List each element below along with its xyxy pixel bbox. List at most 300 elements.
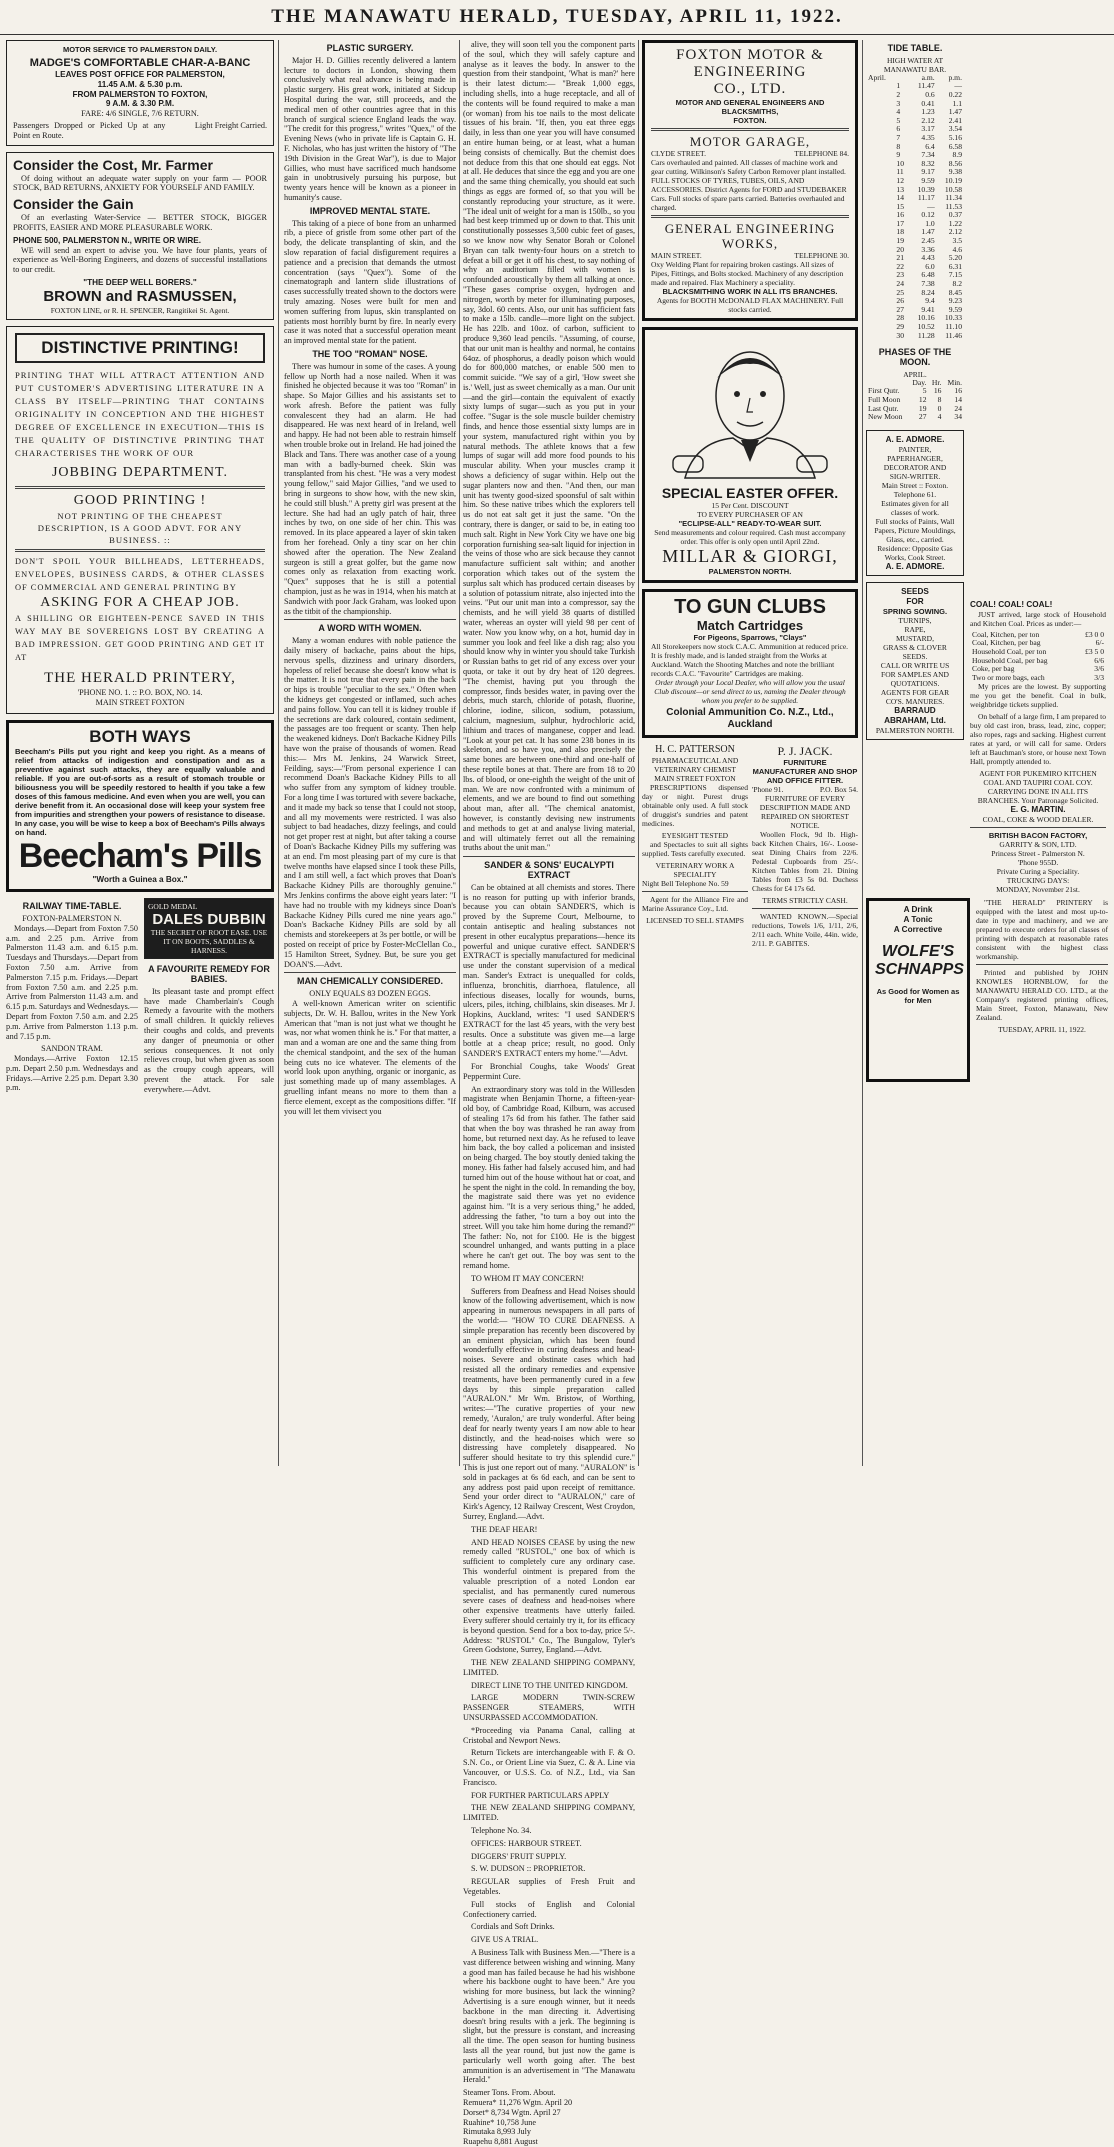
tide-cell: 10.52 [917, 322, 935, 332]
railway-row [6, 898, 274, 1097]
ad-box: P.O. Box 54. [819, 784, 858, 794]
tide-cell: 5 [896, 115, 901, 125]
tide-cell: 7.38 [921, 279, 935, 289]
moon-cell: Last Qutr. [868, 403, 899, 413]
ad-body: Send measurements and colour required. Cash must accompany order. This offer is only open until April 22nd. [654, 527, 846, 546]
article-body: An extraordinary story was told in the Willesden magistrate when Benjamin Thorne, a fifteen-year-old boy, of Cambridge Road, Kilburn, was accused of stealing 17s 6d from his father. The father said that when the boy was thrashed he ran away from home, but returned next day. As he refused to leave him back, the boy called a policeman and insisted on being charged. The boy stoutly denied taking the money. His father had falsely accused him, and had turned him out of the house without hat or coat, and he spent the night in the cold. In remanding the boy, the magistrate said there was yet no evidence against him. "It is a very serious thing," he added, addressing the father, "to turn a boy out into the street. Will you take him home during the remand?" The father: No, not for £100. He is the biggest scoundrel unhanged, and wants putting in a place where he can't get out. The boy was sent to the remand home. [463, 1084, 635, 1271]
man-portrait-illustration [655, 338, 845, 478]
ad-body: REGULAR supplies of Fresh Fruit and Vegetables. [463, 1877, 635, 1897]
ad-body: Residence: Opposite Gas Works, Cook Street. [877, 543, 953, 562]
tide-cell: 1.47 [921, 227, 935, 237]
tide-cell: 13 [896, 184, 904, 194]
tide-cell: 27 [896, 304, 904, 314]
moon-cell: 12 [918, 394, 927, 404]
tide-cell: 18 [896, 227, 904, 237]
wolfes-schnapps-ad [866, 898, 970, 1082]
article-body: A Business Talk with Business Men.—"There is a vast difference between wishing and winning. Many a good man has failed because he had his wishbone where his backbone ought to have been." Are you wishing for more business, but lack the winning? Advertising is a sure enough winner, but it needs backbone in the man directing it. Advertising doesn't bring results with a jerk. The beginning is slight, but the pressure is constant, and increasing all the time. The open season for hunting business lasts all the year round, but just now the game is particularly well worth going after. The best ammunition is an advertisement in "The Manawatu Herald." [463, 1948, 635, 2085]
moon-header: Min. [947, 377, 962, 387]
ad-terms: TERMS STRICTLY CASH. [762, 895, 848, 905]
tide-cell [866, 160, 894, 169]
moon-cell: 0 [937, 403, 942, 413]
moon-row [866, 413, 964, 422]
article-subtitle: THE TOO "ROMAN" NOSE. [312, 348, 428, 359]
ad-street: MAIN STREET FOXTON [654, 773, 736, 783]
tide-cell [866, 280, 894, 289]
tide-cell: 7 [896, 132, 901, 142]
ad-title: THE NEW ZEALAND SHIPPING COMPANY, LIMITED. [463, 1658, 635, 1677]
tide-cell: 11.10 [945, 322, 962, 332]
ad-body: Cars overhauled and painted. All classes of machine work and gear cutting. Wilkinson's Safety Carbon Remover plant installed. FULL STOCKS OF TYRES, TUBES, OILS, AND ACCESSORIES. District Agents for FORD and STUDEBAKER Cars. Full stocks of spare parts carried. Batteries overhauled and charged. [651, 158, 847, 212]
ad-name: Colonial Ammunition Co. N.Z., Ltd., Auckland [666, 706, 834, 730]
moon-cell: 4 [937, 412, 942, 422]
tide-cell: 11.46 [945, 330, 962, 340]
ad-body: Of doing without an adequate water supply on your farm — POOR STOCK, BAD RETURNS, ANXIETY FOR YOURSELF AND FAMILY. [13, 173, 267, 193]
tide-cell [866, 314, 894, 323]
ad-phone: Telephone No. 34. [471, 1826, 532, 1836]
ad-body: NOT PRINTING OF THE CHEAPEST DESCRIPTION, IS A GOOD ADVT. FOR ANY BUSINESS. :: [37, 510, 243, 545]
tide-cell [866, 100, 894, 109]
ad-town: FOXTON. [733, 116, 767, 125]
tide-cell: 1.47 [948, 107, 962, 117]
tide-cell: 6.58 [948, 141, 962, 151]
ship-row: Rimutaka 8,993 July [463, 2127, 531, 2137]
ad-body: Agent for the Alliance Fire and Marine Assurance Coy., Ltd. [642, 894, 748, 913]
tide-table-grid [866, 74, 964, 340]
ad-body: THE SECRET OF ROOT EASE. USE IT ON BOOTS, SADDLES & HARNESS. [150, 928, 268, 956]
foxton-motor-ad [642, 40, 858, 321]
ad-body: Estimates given for all classes of work. [881, 498, 949, 517]
tide-cell: 6 [896, 124, 901, 134]
ad-title: BOTH WAYS [89, 727, 191, 747]
ad-subtitle: PHARMACEUTICAL AND VETERINARY CHEMIST [651, 755, 739, 774]
tide-cell: 11.34 [945, 193, 962, 203]
ad-line: S. W. DUDSON :: PROPRIETOR. [471, 1864, 586, 1874]
moon-cell: New Moon [868, 412, 903, 422]
column-3 [463, 40, 635, 2147]
ad-line: FOR [906, 597, 924, 607]
ad-body: Cordials and Soft Drinks. [471, 1922, 555, 1932]
tide-cell: 6.0 [925, 261, 935, 271]
ad-body: WANTED KNOWN.—Special reductions, Towels 1/6, 1/11, 2/6, 2/11 each. White Voile, 44in. wide, 2/11. P. GABITES. [752, 911, 858, 948]
issue-date: TUESDAY, APRIL 11, 1922. [998, 1025, 1086, 1035]
moon-cell: 16 [954, 386, 962, 396]
section-subtitle: APRIL. [903, 369, 927, 379]
ad-street: Princess Street - Palmerston N. [991, 849, 1085, 859]
tide-cell [866, 194, 894, 203]
ad-body: Order through your Local Dealer, who will allow you the usual Club discount—or send direct to us, naming the Dealer through whom you prefer to be supplied. [654, 677, 846, 705]
ad-slogan: "THE DEEP WELL BORERS." [83, 277, 197, 287]
section-title: RAILWAY TIME-TABLE. [22, 901, 122, 912]
tide-cell: 17 [896, 218, 904, 228]
ad-subtitle: TRUCKING DAYS: [1006, 876, 1070, 886]
tide-cell: 2.12 [948, 227, 962, 237]
tide-cell: 11.17 [917, 193, 935, 203]
tide-cell: 8.2 [952, 279, 962, 289]
printery-notice: "THE HERALD" PRINTERY is equipped with the latest and most up-to-date in type and machinery, and we are prepared to execute orders for all classes of printing with despatch at reasonable rates consistent with the highest class workmanship. [976, 898, 1108, 962]
madge-ad [6, 40, 274, 146]
ad-body: WE will send an expert to advise you. We have four plants, years of experience as Well-Boring Engineers, and dozens of successful installations to our credit. [13, 245, 267, 275]
article-title: MAN CHEMICALLY CONSIDERED. [296, 976, 443, 987]
ad-name: H. C. PATTERSON [655, 743, 735, 755]
tide-cell: 3.17 [921, 124, 935, 134]
jack-ad [752, 744, 858, 951]
tide-row [866, 271, 964, 280]
tide-cell: 0.12 [921, 210, 935, 220]
column-rule [638, 40, 639, 1466]
tide-cell: 0.37 [948, 210, 962, 220]
ad-title: DISTINCTIVE PRINTING! [15, 333, 265, 363]
tide-cell: 30 [896, 330, 904, 340]
coal-prices [970, 631, 1106, 683]
ship-row: Dorset* 8,734 Wgtn. April 27 [463, 2107, 561, 2117]
ad-address: FOXTON LINE, or R. H. SPENCER, Rangitikei St. Agent. [50, 305, 230, 315]
bottom-ads-row [642, 744, 858, 951]
tide-cell: 11.47 [917, 81, 935, 91]
tide-cell: 0.41 [921, 98, 935, 108]
column-rule [862, 40, 863, 1466]
tide-cell: 9.59 [948, 304, 962, 314]
tide-cell: 1.23 [921, 107, 935, 117]
ad-line: A Drink [903, 905, 933, 915]
tide-cell: 0.22 [948, 89, 962, 99]
tide-cell [866, 237, 894, 246]
article-title: A WORD WITH WOMEN. [318, 623, 422, 634]
tide-cell: 10.39 [917, 184, 935, 194]
coal-column [970, 40, 1106, 894]
ad-phone: 'PHONE NO. 1. :: P.O. BOX, NO. 14. [77, 687, 203, 697]
ad-town: PALMERSTON NORTH. [875, 725, 955, 735]
millar-giorgi-ad [642, 327, 858, 583]
tide-cell: 1.22 [948, 218, 962, 228]
ship-row: Remuera* 11,276 Wgtn. April 20 [463, 2097, 573, 2107]
tide-cell [866, 134, 894, 143]
ad-body: AGENT FOR PUKEMIRO KITCHEN COAL AND TAUPIRI COAL COY. [979, 769, 1097, 788]
column-rule [278, 40, 279, 1466]
coal-price-row [970, 674, 1106, 683]
tide-row [866, 237, 964, 246]
ad-street: Main Street :: Foxton. [881, 480, 949, 490]
admore-ad [866, 430, 964, 577]
ad-title: DIGGERS' FRUIT SUPPLY. [471, 1851, 567, 1861]
ad-body: My prices are the lowest. By supporting me you get the benefit. Coal in bulk, weighbridge tickets supplied. [970, 682, 1106, 710]
tide-cell: 10.33 [944, 313, 962, 323]
tide-cell: 20 [896, 244, 904, 254]
section-subtitle: FOXTON-PALMERSTON N. [22, 913, 122, 923]
article-body: Many a woman endures with noble patience the daily misery of backache, pains about the hips, nervous spells, dizziness and urinary disorders, hopeless of relief because she doesn't know what is the matter. It is not true that every pain in the back or hips is trouble "peculiar to the sex." Often when the kidneys get congested or inflamed, such aches and pains follow. You can tell it is kidney trouble if the secretions are dark coloured, contain sediment, the passages are too frequent or scanty. Then help the weakened kidneys. Don't Backache Kidney Pills have won the praise of thousands of women. Read this:— Mrs M. Jenkins, 24 Warwick Street, Feilding, says:—"From personal experience I can recommend Doan's Backache Kidney Pills to all who suffer from any symptom of kidney trouble. For a long time I was tortured with severe backache, and it made my back so tense that I could not stoop, and all my movements were restricted. I was also subject to bad headaches, dizzy feelings, and could not get proper rest at night, but after taking a course of Doan's Backache Kidney Pills my suffering was at an end. I'm most pleasing part of my cure is that twelve months have elapsed since I took these Pills, and I am still well, a fact which proves that Doan's Backache Kidney Pills are thoroughly genuine." Mrs Jenkins confirms the above eight years later: "I have had no trouble with my kidneys since Doan's Backache Kidney Pills cured me nine years ago." Doan's Backache Kidney Pills are sold by all chemists and storekeepers at 3s per bottle, or will be posted on receipt of price by Foster-McClellan Co., 15 Hamilton Street, Sydney. But, be sure you get DOAN'S.—Advt. [284, 636, 456, 969]
ship-row: Ruahine* 10,758 June [463, 2117, 536, 2127]
section-subtitle: HIGH WATER AT MANAWATU BAR. [883, 55, 947, 74]
ad-body: DON'T SPOIL YOUR BILLHEADS, LETTERHEADS, ENVELOPES, BUSINESS CARDS, & OTHER CLASSES OF COMMERCIAL AND GENERAL PRINTING BY [15, 556, 265, 592]
ad-address: OFFICES: HARBOUR STREET. [471, 1838, 582, 1848]
moon-cell: 8 [937, 394, 942, 404]
moon-cell: Full Moon [868, 394, 901, 404]
ad-street: CLYDE STREET. [651, 149, 706, 158]
tide-cell: 4.6 [952, 244, 962, 254]
ship-schedule [463, 2088, 635, 2147]
tide-cell [866, 246, 894, 255]
tide-cell: 16 [896, 210, 904, 220]
tide-cell: 19 [896, 236, 904, 246]
tide-cell [866, 203, 894, 212]
ad-name: BRITISH BACON FACTORY, [988, 831, 1088, 841]
ad-line: As Good for Women as for Men [876, 986, 960, 1005]
ad-phone: Telephone 61. [893, 489, 937, 499]
ad-name: WOLFE'S SCHNAPPS [875, 942, 964, 978]
ad-phone: 'Phone 91. [752, 784, 784, 794]
coal-price-cell: 6/6 [1094, 655, 1104, 665]
coal-price-cell: 3/3 [1094, 672, 1104, 682]
ad-subtitle: LICENSED TO SELL STAMPS [646, 915, 744, 925]
ad-body: Woollen Flock, 9d lb. High-back Kitchen Chairs, 16/-. Loose-seat Dining Chairs from 22/6. Pedestal Cupboards from 25/-. Kitchen Tables from 21. Dining Tables from £3 5s 0d. Duchess Chests for £4 17s 6d. [752, 829, 858, 893]
tide-cell: 3.5 [952, 236, 962, 246]
ad-body: BLACKSMITHING WORK IN ALL ITS BRANCHES. [662, 287, 838, 296]
ad-name: Beecham's Pills [18, 837, 262, 876]
tide-header: p.m. [948, 72, 962, 82]
moon-cell: 27 [918, 412, 927, 422]
coal-price-cell: Two or more bags, each [972, 672, 1045, 682]
ad-body: PRINTING THAT WILL ATTRACT ATTENTION AND PUT CUSTOMER'S ADVERTISING LITERATURE IN A CLASS BY ITSELF—PRINTING THAT CONTAINS ORIGINALITY IN CONCEPTION AND THE HIGHEST DEGREE OF EXCELLENCE IN EXECUTION—THIS IS THE QUALITY OF DISTINCTIVE PRINTING THAT CHARACTERISES THE WORK OF OUR [15, 369, 265, 458]
moon-cell: 16 [933, 386, 942, 396]
article-body: AND HEAD NOISES CEASE by using the new remedy called "RUSTOL," one box of which is sufficient to completely cure any ordinary case. This wonderful ointment is prepared from the valuable prescription of a noted London ear specialist, and has permanently cured numerous severe cases of deafness and head-noises where other expensive treatments have utterly failed. Every sufferer should certainly try it, for its efficacy is beyond question. Send for a box to-day, price 5/-. Address: "RUSTOL" Co., The Bungalow, Tyler's Green Godstone, Surrey, England.—Advt. [463, 1537, 635, 1655]
ad-note: Passengers Dropped or Picked Up at any Point en Route. [13, 120, 166, 140]
tide-row [866, 332, 964, 341]
tide-cell: 3 [896, 98, 901, 108]
seed-item: RAPE, [904, 624, 926, 634]
ad-herald: THE HERALD PRINTERY, [44, 669, 236, 686]
tide-row [866, 91, 964, 100]
ad-subtitle: FURNITURE MANUFACTURER AND SHOP AND OFFICE FITTER. [752, 757, 858, 785]
coal-price-cell: Household Coal, per ton [972, 646, 1047, 656]
ad-name: A. E. ADMORE. [885, 434, 945, 444]
ad-line: LARGE MODERN TWIN-SCREW PASSENGER STEAMERS, WITH UNSURPASSED ACCOMMODATION. [463, 1693, 635, 1723]
coal-price-cell: Coal, Kitchen, per ton [972, 629, 1040, 639]
seeds-ad [866, 582, 964, 739]
article-title: TO WHOM IT MAY CONCERN! [471, 1273, 585, 1283]
tide-cell: 29 [896, 322, 904, 332]
ad-name: BROWN and RASMUSSEN, [43, 287, 237, 305]
tide-cell: 10.19 [944, 175, 962, 185]
ad-name: E. G. MARTIN. [1010, 805, 1066, 815]
ad-subtitle: EYESIGHT TESTED [661, 830, 729, 840]
ad-body: Private Curing a Speciality. [996, 867, 1080, 877]
ad-body: Beecham's Pills put you right and keep you right. As a means of relief from attacks of indigestion and constipation and as a preventive against such attacks, they are equally valuable and reliable. If you are out-of-sorts as a result of stomach trouble or biliousness you will be speedily restored to health if you take a few doses of this famous medicine. And even when you are well, you can derive benefit from it. An occasional dose will keep your system free from impurities and strengthen your powers of resistance to disease. In any case, you will be wise to keep a box of Beecham's Pills always on hand. [15, 747, 265, 838]
tide-cell [866, 168, 894, 177]
tide-cell: 10.58 [944, 184, 962, 194]
ad-body: AGENTS FOR GEAR CO'S. MANURES. [880, 687, 950, 706]
ad-title: COAL! COAL! COAL! [970, 600, 1053, 609]
ad-body: and Spectacles to suit all sights supplied. Tests carefully executed. [642, 839, 748, 858]
coal-price-cell: 3/6 [1094, 664, 1104, 674]
ad-body: Full stocks of Paints, Wall Papers, Picture Mouldings, Glass, etc., carried. [874, 516, 956, 544]
tide-cell: — [927, 201, 935, 211]
ad-body: A SHILLING OR EIGHTEEN-PENCE SAVED IN THIS WAY MAY BE SOVEREIGNS LOST BY CREATING A BAD IMPRESSION. GET GOOD PRINTING AND GET IT AT [15, 613, 265, 662]
ad-line: GIVE US A TRIAL. [471, 1935, 539, 1945]
ad-body: Return Tickets are interchangeable with F. & O. S.N. Co., or Orient Line via Suez, C. & A. Line via Vancouver, or U.S.S. Co. of N.Z., Ltd., via San Francisco. [463, 1748, 635, 1787]
tide-cell: 6.48 [921, 270, 935, 280]
ad-title: CO., LTD. [713, 81, 787, 97]
tide-cell [866, 323, 894, 332]
article-body: Can be obtained at all chemists and stores. There is no reason for putting up with inferior brands, because you can obtain SANDER'S, which is proved by the Supreme Court, Melbourne, to contain antiseptic and healing substances not present in other eucalyptus preparations—hence its powerful and unique curative effect. SANDER'S EXTRACT is specially manufactured for medicinal use under the constant supervision of a medical man. Sander's Extract is unequalled for colds, influenza, bronchitis, diarrhoea, flatulence, all infectious diseases, locally for wounds, burns, ulcers, piles, itching, chilblains, skin diseases. Mr J. Hopkins, Auckland, writes: "I used SANDER'S EXTRACT for the last 45 years, with the very best results. Once a substitute was given me—a large bottle at a cheap price; result, no good. Only SANDER'S EXTRACT enters my home."—Advt. [463, 882, 635, 1059]
coal-price-cell: £3 5 0 [1085, 646, 1104, 656]
tide-cell: 3.54 [948, 124, 962, 134]
ad-phone: Night Bell Telephone No. 59 [642, 878, 729, 888]
ad-name: P. J. JACK. [777, 743, 833, 758]
ad-subtitle: PAINTER, PAPERHANGER, DECORATOR AND SIGN-WRITER. [883, 444, 947, 481]
tide-cell: 9 [896, 150, 901, 160]
ad-subtitle: VETERINARY WORK A SPECIALITY [655, 860, 735, 879]
tide-month: April. [868, 72, 886, 82]
article-body: Sufferers from Deafness and Head Noises should know of the following advertisement, which is now appearing in numerous newspapers in all parts of the world:— "HOW TO CURE DEAFNESS. A simple preparation has recently been discovered by an eminent physician, which has been found wonderfully effective in curing deafness and head-noises. Severe and obstinate cases which had resisted all the ordinary remedies and expensive treatments, have been permanently cured in a few days by this simple preparation called "AURALON." Mr Wm. Bristow, of Worthing, writes:—"The curative properties of your new remedy, 'Auralon,' are truly wonderful. After being deaf for nearly twenty years I am now able to hear distinctly, and the head-noises which were so distressing have completely disappeared. No sufferer should hesitate to try this splendid cure." This is just one report out of many. "AURALON" is sold in packages at 6s 6d each, and can be sent to any address post paid upon receipt of remittance. Send your order direct to "AURALON," care of Kirk's Agency, 12 Railway Crescent, West Croydon, Surrey, England.—Advt. [463, 1286, 635, 1521]
tide-row [866, 228, 964, 237]
article-body: A well-known American writer on scientific subjects, Dr. W. H. Ballou, writes in the New York American that "man is not just what we thought he was, nor what women think he is." For that matter, a man and a woman are one and the same thing from the chemical standpoint, and the sex of the human being cuts no ice whatever. The elements of the world look upon anything, organic or inorganic, as just something made up of many assemblages. A gruelling infant means no more to them than a fierce element, except as the compositions differ. "If you will let them vivisect you [284, 998, 456, 1116]
tide-cell: 10 [896, 158, 904, 168]
tide-cell: 28 [896, 313, 904, 323]
tide-cell [866, 271, 894, 280]
moon-cell: 5 [922, 386, 927, 396]
column-1 [6, 40, 274, 1468]
tide-cell: 26 [896, 296, 904, 306]
tide-cell: 7.15 [948, 270, 962, 280]
ad-line: A Tonic [903, 914, 933, 924]
tide-cell [866, 289, 894, 298]
tide-cell: 9.23 [948, 296, 962, 306]
ad-name: DALES DUBBIN [152, 911, 266, 929]
tide-cell [866, 108, 894, 117]
tide-cell [866, 297, 894, 306]
ad-body: PRESCRIPTIONS dispensed day or night. Purest drugs obtainable only used. A full stock of druggist's sundries and patent medicines. [642, 782, 748, 828]
tide-cell: 9.4 [925, 296, 935, 306]
ad-name: A. E. ADMORE. [885, 561, 945, 571]
seed-item: TURNIPS, [898, 615, 932, 625]
tide-cell: 21 [896, 253, 904, 263]
ad-note: Light Freight Carried. [194, 120, 267, 130]
moon-header: Hr. [931, 377, 942, 387]
coal-price-cell: 6/- [1095, 638, 1104, 648]
ad-subtitle: Match Cartridges [696, 617, 804, 633]
article-subtitle: ONLY EQUALS 83 DOZEN EGGS. [309, 989, 431, 999]
column-6 [866, 40, 1108, 1468]
ad-line: FOR FURTHER PARTICULARS APPLY [471, 1790, 610, 1800]
coal-price-cell: Coke, per bag [972, 664, 1015, 674]
tide-cell [866, 125, 894, 134]
tide-cell: 4.35 [921, 132, 935, 142]
coal-price-cell: £3 0 0 [1085, 629, 1104, 639]
ad-body: CALL OR WRITE US FOR SAMPLES AND QUOTATIONS. [880, 660, 950, 688]
section-title: A FAVOURITE REMEDY FOR BABIES. [148, 964, 270, 984]
ad-body: Of an everlasting Water-Service — BETTER STOCK, BIGGER PROFITS, EASIER AND MORE PLEASURABLE WORK. [13, 213, 267, 232]
moon-cell: 19 [918, 403, 927, 413]
tide-cell: 11 [896, 167, 904, 177]
ad-title: FOXTON MOTOR & [676, 47, 824, 63]
tide-row [866, 143, 964, 152]
ad-title: SEEDS [901, 587, 929, 597]
tide-cell: 0.6 [925, 89, 935, 99]
ad-subtitle: COAL, COKE & WOOD DEALER. [982, 815, 1094, 825]
ad-line: LEAVES POST OFFICE FOR PALMERSTON, [55, 70, 225, 79]
tide-cell: 25 [896, 287, 904, 297]
tide-cell: 14 [896, 193, 904, 203]
ad-body: On behalf of a large firm, I am prepared to buy old cast iron, brass, lead, zinc, copper; also ropes, rags and sacking. Highest current rates at yard, or will call for same. Orders left at Bauchman's store, or house next Town Hall, promptly attended to. [970, 712, 1106, 767]
article-title: SANDER & SONS' EUCALYPTI EXTRACT [484, 860, 614, 880]
tide-cell [866, 254, 894, 263]
ad-line: 11.45 A.M. & 5.30 p.m. [97, 79, 183, 89]
patterson-ad [642, 744, 748, 951]
ship-row: Steamer Tons. From. About. [463, 2088, 556, 2098]
tide-cell [866, 220, 894, 229]
ad-line: 15 Per Cent. DISCOUNT [711, 500, 789, 510]
ad-fare: FARE: 4/6 SINGLE, 7/6 RETURN. [81, 109, 199, 119]
tide-cell [866, 151, 894, 160]
tide-cell: 6.4 [925, 141, 935, 151]
ad-line: "ECLIPSE-ALL" READY-TO-WEAR SUIT. [678, 518, 822, 528]
tide-cell: 9.38 [948, 167, 962, 177]
seed-item: GRASS & CLOVER SEEDS. [883, 642, 947, 661]
tide-cell: 2 [896, 89, 901, 99]
article-title: PLASTIC SURGERY. [326, 43, 414, 53]
tide-cell: 3.36 [921, 244, 935, 254]
tide-cell: 8.24 [921, 287, 935, 297]
tide-cell [866, 177, 894, 186]
tide-cell: 12 [896, 175, 904, 185]
tide-cell: 22 [896, 261, 904, 271]
ads-column [642, 40, 858, 1468]
tide-cell [866, 91, 894, 100]
ad-tagline: "Worth a Guinea a Box." [92, 875, 188, 885]
tide-cell [866, 332, 894, 341]
coal-price-cell: Coal, Kitchen, per bag [972, 638, 1041, 648]
ad-section: GENERAL ENGINEERING WORKS, [664, 221, 836, 251]
section-body: Mondays.—Arrive Foxton 12.15 p.m. Depart 2.50 p.m. Wednesdays and Fridays.—Arrive 2.25 p.m. Depart 3.30 p.m. [6, 1054, 138, 1093]
ad-body: FURNITURE OF EVERY DESCRIPTION MADE AND REPAIRED ON SHORTEST NOTICE. [759, 793, 851, 830]
tide-cell [866, 263, 894, 272]
article-body: This taking of a piece of bone from an unharmed rib, a piece of gristle from some other part of the body, the delicate transplanting of skin, and the slow reparation of facial disfigurement requires a patience and a precision that demands the utmost concentration (says "Quex"). Some of the cinematograph and lantern slide illustrations of cases successfully treated shown to the doctors were truly amazing. Noses were built for men and women suffering from lupus, skin transplanted on patients most horribly burnt by fire. In nearly every case it was noted that a successful operation meant an improved mental state for the patient. [284, 218, 456, 346]
tide-cell: 4.43 [921, 253, 935, 263]
section-body: Its pleasant taste and prompt effect have made Chamberlain's Cough Remedy a favourite with the mothers of small children. It quickly relieves their coughs and colds, and prevents any danger of pneumonia or other serious consequences. It not only relieves croup, but when given as soon as the croupy cough appears, will prevent the attack. For sale everywhere.—Advt. [144, 986, 274, 1094]
moon-table [866, 379, 964, 422]
ad-body: Full stocks of English and Colonial Confectionery carried. [463, 1899, 635, 1919]
ad-line: A Corrective [893, 924, 943, 934]
ad-title: Consider the Cost, Mr. Farmer [13, 156, 213, 173]
tide-cell [866, 143, 894, 152]
tide-cell: 11.53 [945, 201, 962, 211]
ad-title: MADGE'S COMFORTABLE CHAR-A-BANC [29, 57, 251, 69]
ad-phone: TELEPHONE 30. [794, 251, 849, 260]
section-title: PHASES OF THE MOON. [878, 347, 952, 367]
moon-cell: 34 [954, 412, 962, 422]
ad-body: MONDAY, November 21st. [996, 885, 1080, 895]
ad-phone: PHONE 500, PALMERSTON N., WRITE OR WIRE. [13, 235, 202, 245]
tide-cell: 5.16 [948, 132, 962, 142]
tide-cell: 4 [896, 107, 901, 117]
ad-street: MAIN STREET FOXTON [95, 697, 185, 707]
tide-cell: 10.16 [917, 313, 935, 323]
ad-title: Consider the Gain [13, 196, 134, 213]
tide-cell: 23 [896, 270, 904, 280]
tide-cell: 8.45 [948, 287, 962, 297]
section-title: TIDE TABLE. [887, 43, 943, 53]
imprint: Printed and published by JOHN KNOWLES HORNBLOW, for the MANAWATU HERALD CO. LTD., at the Company's registered printing offices, Main Street, Foxton, Manawatu, New Zealand. [976, 968, 1108, 1023]
ad-name: MILLAR & GIORGI, [662, 545, 838, 566]
ad-town: PALMERSTON NORTH. [708, 566, 792, 576]
moon-cell: 24 [954, 403, 962, 413]
ad-title: ENGINEERING [693, 64, 807, 80]
tide-table [866, 40, 964, 894]
ad-body: All Storekeepers now stock C.A.C. Ammunition at reduced price. It is freshly made, and is landed straight from the Works at Auckland. Watch the Shooting Matches and note the brilliant records C.A.C. "Favourite" Cartridges are making. [651, 641, 849, 678]
gun-clubs-ad [642, 589, 858, 738]
ad-line: 9 A.M. & 3.30 P.M. [105, 99, 175, 109]
brown-rasmussen-ad [6, 152, 274, 320]
tide-cell: 6.31 [948, 261, 962, 271]
